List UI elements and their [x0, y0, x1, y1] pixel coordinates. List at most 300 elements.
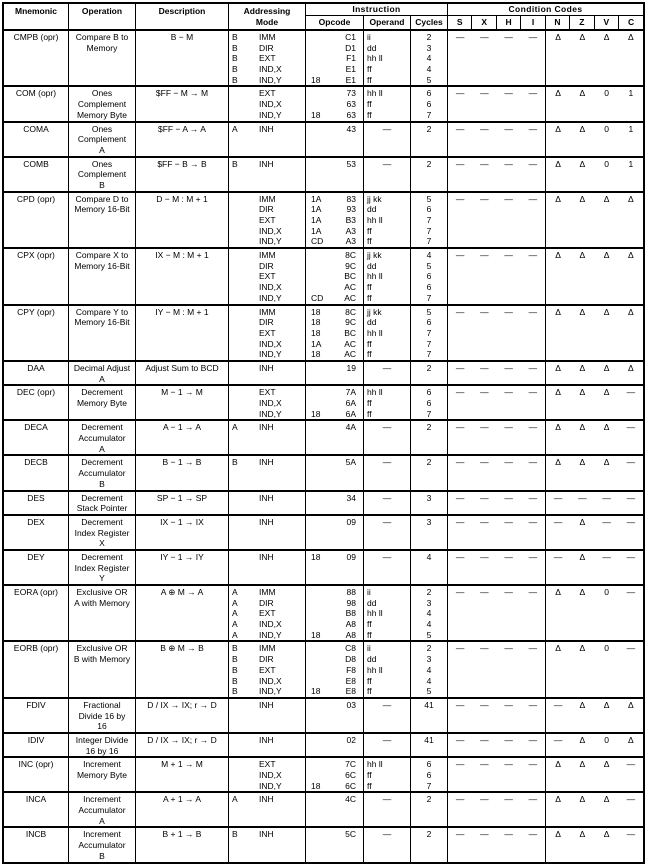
addressing-cell [229, 362, 306, 384]
operand-value: ii [367, 643, 371, 654]
cc-value: — [480, 362, 489, 373]
cycles-value: 4 [426, 64, 432, 75]
cc-group-nzvc [546, 642, 643, 696]
addressing-mode-line [229, 700, 305, 711]
operand-value: hh ll [367, 215, 383, 225]
opcode-value: 8C [345, 306, 356, 317]
mnemonic-cell: CPD (opr) [4, 193, 69, 247]
mnemonic-cell: COMB [4, 158, 69, 191]
operand-cell [364, 193, 411, 247]
operation-line: Decrement [81, 516, 123, 527]
addressing-mode-line [229, 88, 305, 99]
cycles-value: 7 [426, 349, 432, 360]
opcode-value: AC [344, 282, 356, 293]
addressing-cell [229, 158, 306, 191]
mode-label: IND,Y [259, 109, 282, 120]
cc-value: — [480, 794, 489, 805]
cycles-value: 6 [426, 387, 432, 398]
opcode-value: C8 [345, 643, 356, 654]
mode-label: INH [259, 699, 274, 710]
operation-line: Accumulator [78, 468, 126, 479]
addressing-mode-line [229, 643, 305, 654]
operand-cell [364, 586, 411, 640]
cc-value: — [480, 551, 489, 562]
opcode-line [306, 282, 363, 293]
cc-value: — [504, 88, 513, 99]
mode-label: IND,X [259, 770, 282, 780]
operation-line: Memory Byte [76, 770, 128, 780]
cycles-value: 7 [426, 225, 432, 236]
opcode-value: 63 [346, 99, 356, 110]
operand-value: hh ll [367, 759, 383, 770]
cc-group-sxhi [448, 362, 546, 384]
opcode-cell [306, 551, 364, 584]
opcode-prefix [306, 619, 311, 630]
operand-value: ff [367, 109, 372, 120]
operand-value: ff [367, 74, 372, 85]
cc-value: Δ [603, 829, 610, 840]
cycles-value: 5 [426, 686, 432, 697]
opcode-cell [306, 734, 364, 756]
operand-cell [364, 306, 411, 360]
opcode-line [306, 64, 363, 75]
opcode-value: A3 [345, 236, 356, 247]
operand-cell [364, 793, 411, 826]
operand-value: dd [367, 42, 377, 53]
cc-value: — [626, 643, 636, 654]
header-cc-x: X [472, 16, 496, 29]
cc-value: Δ [579, 516, 586, 527]
cycles-value: 41 [424, 699, 434, 710]
opcode-line [306, 99, 363, 110]
addressing-cell [229, 456, 306, 489]
opcode-line [306, 363, 363, 374]
cc-value: Δ [579, 88, 586, 99]
cc-value: Δ [603, 362, 610, 373]
cc-group-nzvc [546, 699, 643, 732]
opcode-cell [306, 123, 364, 156]
cc-value: — [602, 551, 611, 562]
cc-group-sxhi [448, 87, 546, 120]
cc-value: — [626, 794, 636, 805]
addressing-mode-line [229, 794, 305, 805]
cc-group-sxhi [448, 828, 546, 861]
operand-cell [364, 551, 411, 584]
cc-value: Δ [603, 193, 610, 204]
header-cc-i: I [521, 16, 545, 29]
addressing-cell [229, 492, 306, 514]
opcode-line [306, 409, 363, 420]
cycles-value: 7 [426, 215, 432, 225]
operation-cell [69, 87, 136, 120]
cycles-cell [411, 362, 448, 384]
cc-value: Δ [603, 250, 610, 261]
operation-cell [69, 734, 136, 756]
operand-value: dd [367, 654, 377, 665]
cc-value: Δ [579, 362, 586, 373]
operand-value: jj kk [367, 193, 382, 204]
cc-value: — [480, 516, 489, 527]
header-cc-h: H [497, 16, 521, 29]
operand-cell [364, 362, 411, 384]
description-cell: IX − 1 → IX [136, 516, 229, 549]
cc-group-nzvc [546, 793, 643, 826]
opcode-line [306, 735, 363, 746]
cc-group-nzvc [546, 362, 643, 384]
header-cycles-label: Cycles [415, 17, 443, 27]
table-row [4, 156, 643, 191]
mode-label: IND,Y [259, 629, 282, 640]
operand-value: — [382, 829, 392, 840]
cc-value: — [455, 387, 465, 398]
cc-group-sxhi [448, 758, 546, 791]
mode-label: IND,X [259, 619, 282, 630]
addressing-mode-line [229, 654, 305, 665]
mode-label: DIR [259, 42, 274, 53]
addressing-mode-line [229, 226, 305, 237]
cycles-value: 5 [426, 74, 432, 85]
cc-group-nzvc [546, 123, 643, 156]
operation-line: Increment [83, 794, 121, 805]
header-condition-codes-subrow [448, 16, 643, 29]
mode-label: DIR [259, 260, 274, 271]
cc-value: — [504, 362, 513, 373]
table-row [4, 549, 643, 584]
cc-value: — [455, 643, 465, 654]
opcode-value: A8 [345, 629, 356, 640]
cc-value: Δ [603, 422, 610, 433]
description-cell: B − M [136, 31, 229, 85]
cc-group-sxhi [448, 123, 546, 156]
mode-label: INH [259, 362, 274, 373]
opcode-line [306, 75, 363, 86]
operation-cell [69, 793, 136, 826]
opcode-line [306, 781, 363, 792]
opcode-value: 5C [345, 829, 356, 840]
description-cell: $FF − M → M [136, 87, 229, 120]
description-cell: IY − 1 → IY [136, 551, 229, 584]
cc-value: — [528, 158, 538, 169]
cc-value: Δ [579, 193, 586, 204]
cycles-value: 4 [426, 675, 432, 686]
cycles-cell [411, 386, 448, 419]
operation-cell [69, 249, 136, 303]
mode-label: IMM [259, 306, 276, 317]
cycles-cell [411, 421, 448, 454]
opcode-value: 93 [346, 204, 356, 215]
cc-value: — [480, 123, 489, 134]
opcode-prefix [306, 608, 311, 619]
cc-value: — [528, 250, 538, 261]
cycles-value: 4 [426, 551, 432, 562]
cc-value: — [480, 457, 489, 468]
mode-label: IND,X [259, 99, 282, 110]
operation-line: B with Memory [73, 654, 131, 665]
opcode-cell [306, 249, 364, 303]
operation-line: Memory Byte [76, 398, 128, 408]
opcode-cell [306, 699, 364, 732]
addressing-mode-line [229, 630, 305, 641]
mnemonic-cell: INC (opr) [4, 758, 69, 791]
cycles-cell [411, 586, 448, 640]
opcode-line [306, 493, 363, 504]
register-label: B [232, 32, 238, 42]
table-row [4, 454, 643, 489]
opcode-value: B3 [345, 215, 356, 225]
opcode-value: F8 [346, 664, 356, 675]
operand-cell [364, 492, 411, 514]
cc-value: — [455, 306, 465, 317]
operation-line: Increment [83, 829, 121, 840]
operation-line: B [99, 850, 105, 861]
cc-value: — [455, 158, 465, 169]
cc-group-nzvc [546, 758, 643, 791]
mode-label: INH [259, 516, 274, 527]
opcode-line [306, 794, 363, 805]
opcode-value: 73 [346, 88, 356, 99]
opcode-cell [306, 31, 364, 85]
opcode-cell [306, 421, 364, 454]
mode-label: EXT [259, 387, 276, 398]
opcode-value: 5A [345, 457, 356, 468]
operation-line: Compare X to [75, 250, 129, 261]
opcode-line [306, 159, 363, 170]
description-cell: B + 1 → B [136, 828, 229, 861]
operand-value: hh ll [367, 664, 383, 675]
addressing-mode-line [229, 608, 305, 619]
opcode-line [306, 271, 363, 282]
register-label: B [232, 74, 238, 85]
register-label: B [232, 643, 238, 654]
operation-cell [69, 516, 136, 549]
opcode-prefix [306, 159, 311, 170]
addressing-mode-line [229, 619, 305, 630]
operand-value: — [382, 457, 392, 468]
opcode-value: 34 [346, 492, 356, 503]
operand-value: dd [367, 317, 377, 328]
header-instruction-group [306, 4, 448, 29]
opcode-line [306, 387, 363, 398]
cycles-value: 2 [426, 587, 432, 597]
opcode-prefix [306, 700, 311, 711]
addressing-mode-line [229, 282, 305, 293]
mode-label: INH [259, 794, 274, 805]
mode-label: EXT [259, 608, 276, 619]
operand-value: ff [367, 99, 372, 110]
cc-value: Δ [628, 734, 634, 745]
addressing-cell [229, 249, 306, 303]
cc-value: — [528, 306, 538, 317]
operation-line: B [99, 179, 105, 190]
cc-value: — [504, 643, 513, 654]
mode-label: IMM [259, 32, 276, 42]
cc-value: — [455, 422, 465, 433]
cc-value: — [626, 516, 636, 527]
cc-value: Δ [579, 32, 586, 42]
table-row [4, 732, 643, 756]
table-body [4, 29, 643, 862]
opcode-value: 19 [346, 362, 356, 373]
cc-value: 0 [604, 158, 609, 169]
cc-value: — [480, 759, 489, 770]
cycles-value: 41 [424, 734, 434, 745]
cc-group-nzvc [546, 249, 643, 303]
addressing-mode-line [229, 363, 305, 374]
opcode-prefix [306, 587, 311, 598]
opcode-value: AC [344, 349, 356, 360]
operation-cell [69, 306, 136, 360]
description-cell: B − 1 → B [136, 456, 229, 489]
addressing-cell [229, 758, 306, 791]
cc-value: — [504, 516, 513, 527]
operation-line: Y [99, 573, 105, 584]
operation-line: Decrement [81, 492, 123, 503]
cycles-value: 5 [426, 629, 432, 640]
addressing-mode-line [229, 64, 305, 75]
table-row [4, 191, 643, 247]
operation-line: Memory 16-Bit [74, 260, 130, 271]
table-row [4, 584, 643, 640]
operation-cell [69, 123, 136, 156]
mnemonic-cell: COM (opr) [4, 87, 69, 120]
addressing-cell [229, 642, 306, 696]
operand-cell [364, 249, 411, 303]
cc-value: Δ [555, 158, 561, 169]
operation-line: Compare Y to [75, 306, 129, 317]
mnemonic-cell: CPX (opr) [4, 249, 69, 303]
operand-value: ff [367, 398, 372, 408]
cc-group-sxhi [448, 642, 546, 696]
cc-group-sxhi [448, 793, 546, 826]
addressing-cell [229, 699, 306, 732]
cc-value: Δ [579, 759, 586, 770]
mnemonic-cell: DECA [4, 421, 69, 454]
operation-line: Memory 16-Bit [74, 317, 130, 328]
cc-value: — [528, 422, 538, 433]
mnemonic-cell: DAA [4, 362, 69, 384]
opcode-value: A3 [345, 225, 356, 236]
opcode-prefix: 18 [311, 327, 321, 338]
operation-line: B [99, 478, 105, 489]
operation-line: Decimal Adjust [73, 362, 131, 373]
cc-value: 1 [628, 123, 634, 134]
mode-label: EXT [259, 327, 276, 338]
operand-value: — [382, 794, 392, 805]
opcode-value: A8 [345, 619, 356, 630]
cycles-value: 7 [426, 408, 432, 419]
opcode-line [306, 598, 363, 609]
opcode-prefix [306, 53, 311, 64]
register-label: A [232, 794, 238, 805]
operation-line: Increment [83, 759, 121, 770]
cc-value: — [626, 457, 636, 468]
opcode-prefix [306, 735, 311, 746]
cc-group-nzvc [546, 516, 643, 549]
cc-value: — [602, 516, 611, 527]
opcode-line [306, 293, 363, 304]
cc-value: Δ [603, 387, 610, 398]
cc-value: Δ [603, 794, 610, 805]
addressing-mode-line [229, 328, 305, 339]
mnemonic-cell: INCB [4, 828, 69, 861]
cc-value: — [455, 457, 465, 468]
operand-value: ff [367, 236, 372, 247]
mnemonic-cell: DECB [4, 456, 69, 489]
operation-cell [69, 362, 136, 384]
cc-value: — [455, 32, 465, 42]
header-condition-codes-label: Condition Codes [448, 4, 643, 16]
addressing-cell [229, 31, 306, 85]
opcode-value: 6A [345, 398, 356, 408]
mode-label: IND,Y [259, 780, 282, 791]
addressing-mode-line [229, 32, 305, 43]
opcode-line [306, 32, 363, 43]
operand-value: hh ll [367, 271, 383, 282]
cc-value: Δ [579, 158, 586, 169]
mode-label: DIR [259, 597, 274, 608]
opcode-line [306, 422, 363, 433]
opcode-line [306, 686, 363, 697]
cycles-cell [411, 492, 448, 514]
mode-label: IND,X [259, 398, 282, 408]
operation-line: Divide 16 by [78, 710, 126, 721]
mode-label: IMM [259, 643, 276, 654]
opcode-value: 43 [346, 123, 356, 134]
addressing-cell [229, 793, 306, 826]
cc-value: — [504, 551, 513, 562]
cc-value: — [626, 492, 636, 503]
cycles-value: 4 [426, 619, 432, 630]
cc-value: — [504, 759, 513, 770]
cycles-value: 6 [426, 398, 432, 408]
opcode-value: E1 [345, 74, 356, 85]
operation-line: Memory Byte [76, 109, 128, 120]
mode-label: EXT [259, 664, 276, 675]
mnemonic-cell: CMPB (opr) [4, 31, 69, 85]
addressing-cell [229, 586, 306, 640]
opcode-value: 8C [345, 250, 356, 261]
cc-group-nzvc [546, 492, 643, 514]
opcode-cell [306, 793, 364, 826]
cc-value: Δ [603, 32, 610, 42]
header-opcode-label: Opcode [306, 16, 364, 29]
opcode-line [306, 676, 363, 687]
table-row [4, 791, 643, 826]
opcode-line [306, 552, 363, 563]
header-mnemonic-label: Mnemonic [14, 6, 58, 16]
cc-value: — [480, 387, 489, 398]
cc-value: — [626, 587, 636, 597]
operation-cell [69, 699, 136, 732]
opcode-line [306, 608, 363, 619]
opcode-value: F1 [346, 53, 356, 64]
cycles-cell [411, 828, 448, 861]
opcode-prefix [306, 387, 311, 398]
opcode-prefix: 1A [311, 193, 322, 204]
opcode-prefix [306, 422, 311, 433]
register-label: B [232, 53, 238, 64]
cc-group-sxhi [448, 31, 546, 85]
cc-value: Δ [579, 794, 586, 805]
description-cell: D − M : M + 1 [136, 193, 229, 247]
opcode-prefix [306, 493, 311, 504]
cycles-cell [411, 758, 448, 791]
cc-value: — [480, 158, 489, 169]
cc-group-sxhi [448, 734, 546, 756]
operation-line: Decrement [81, 422, 123, 433]
header-description-label: Description [158, 6, 206, 16]
cc-value: — [455, 759, 465, 770]
